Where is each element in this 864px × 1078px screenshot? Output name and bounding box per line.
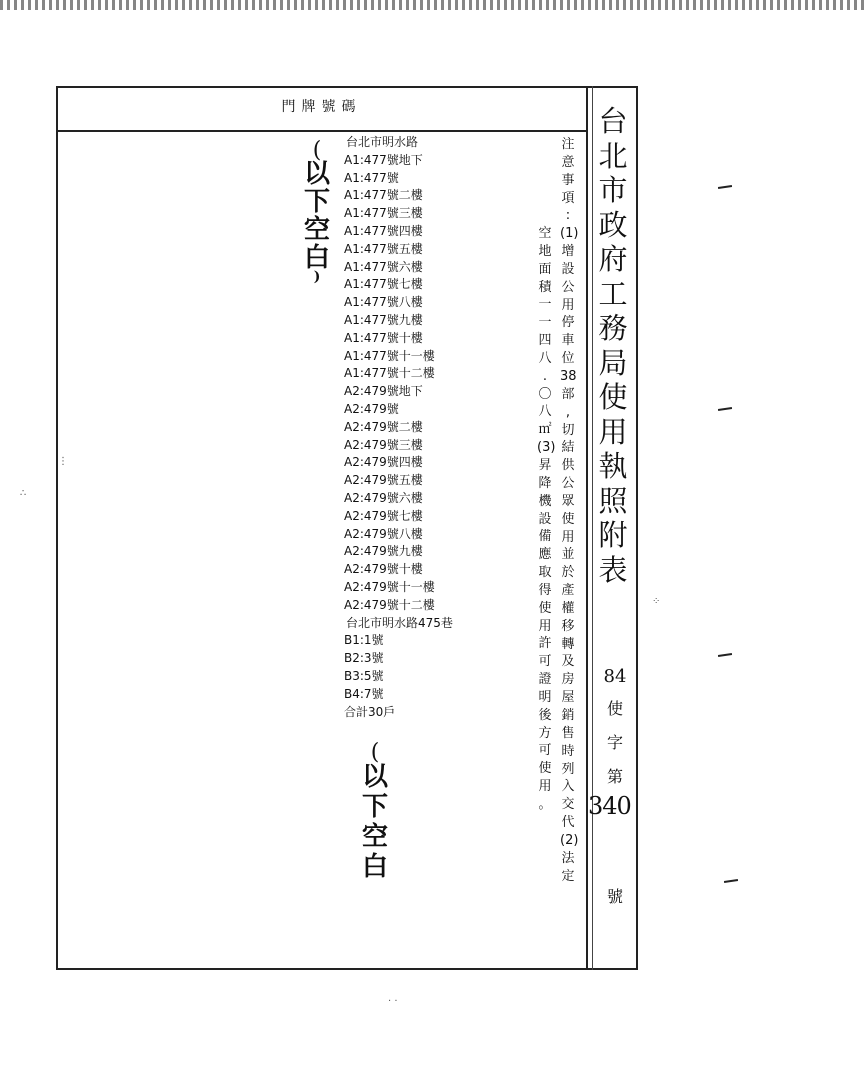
address-row: A1:477號二樓 xyxy=(344,188,423,203)
note-char: 用 xyxy=(561,529,575,545)
note-char: 昇 xyxy=(538,457,552,473)
note-char: 及 xyxy=(561,654,575,670)
title-char: 北 xyxy=(598,138,628,173)
scan-speck: ⋮ xyxy=(58,456,68,467)
note-char: 可 xyxy=(538,743,552,759)
permit-number xyxy=(588,662,631,906)
note-char: 得 xyxy=(538,582,552,598)
title-char: 工 xyxy=(598,276,628,311)
address-row: A1:477號十二樓 xyxy=(344,366,435,381)
note-char: 眾 xyxy=(561,493,575,509)
note-char: 八 xyxy=(538,350,552,366)
scan-mark xyxy=(724,879,738,883)
note-char: 空 xyxy=(538,226,552,241)
address-row: A2:479號四樓 xyxy=(344,455,423,470)
address-row: A1:477號十一樓 xyxy=(344,348,435,363)
scan-mark xyxy=(718,407,732,411)
blank-mark-upper xyxy=(304,138,331,285)
title-char: 執 xyxy=(598,449,628,483)
note-char: 車 xyxy=(561,333,575,349)
note-char: 增 xyxy=(561,244,575,260)
title-char: 用 xyxy=(598,414,628,449)
note-char: 權 xyxy=(561,600,575,616)
note-char: 注 xyxy=(561,137,575,152)
address-row: A2:479號十樓 xyxy=(344,562,423,577)
note-char: 切 xyxy=(561,422,575,438)
note-char: 使 xyxy=(561,511,575,527)
address-row: A1:477號四樓 xyxy=(344,223,423,238)
note-char: 入 xyxy=(561,779,575,795)
note-char: 於 xyxy=(561,565,575,581)
title-char: 使 xyxy=(598,380,628,414)
note-char: 轉 xyxy=(561,636,575,652)
note-char: 一 xyxy=(538,297,552,313)
note-char: ㎡ xyxy=(538,422,552,438)
address-row: A1:477號八樓 xyxy=(344,295,423,310)
note-char: 明 xyxy=(538,689,552,705)
note-char: 地 xyxy=(538,243,552,259)
note-char: 設 xyxy=(561,261,575,277)
column-header: 門牌號碼 xyxy=(281,99,362,115)
note-char: 應 xyxy=(538,547,552,563)
address-row: A2:479號地下 xyxy=(344,384,423,399)
scan-speck: ⁘ xyxy=(652,596,661,607)
note-char: 公 xyxy=(561,279,575,295)
permit-serial: 340 xyxy=(588,792,631,820)
top-scan-edge xyxy=(0,0,864,10)
title-char: 市 xyxy=(598,173,628,207)
note-char: 結 xyxy=(561,440,575,456)
note-char: 八 xyxy=(538,404,552,420)
blank-mark-char: 下 xyxy=(304,187,331,217)
note-char: 並 xyxy=(561,547,575,563)
note-char: (3) xyxy=(537,440,556,456)
address-row: A2:479號六樓 xyxy=(344,490,423,505)
address-row: A2:479號八樓 xyxy=(344,526,423,541)
address-row: A1:477號十樓 xyxy=(344,330,423,345)
note-char: 售 xyxy=(561,725,575,741)
note-char: 用 xyxy=(538,779,552,795)
note-char: 部 xyxy=(561,386,575,402)
note-char: 機 xyxy=(538,493,552,509)
address-row: A2:479號九樓 xyxy=(344,544,423,559)
note-char: . xyxy=(542,368,548,384)
note-char: 公 xyxy=(561,476,575,492)
title-char: 照 xyxy=(598,483,628,518)
note-char: , xyxy=(565,404,571,420)
document-title xyxy=(596,104,630,587)
notes-column-2 xyxy=(537,225,556,814)
note-char: 備 xyxy=(538,529,552,545)
note-char: 時 xyxy=(561,743,575,759)
note-char: 38 xyxy=(560,368,577,384)
blank-mark-char: 空 xyxy=(304,215,331,245)
note-char: 供 xyxy=(561,458,575,474)
address-row: A1:477號 xyxy=(344,170,399,185)
address-row: B2:3號 xyxy=(344,651,384,666)
note-char: 一 xyxy=(538,315,552,331)
permit-year: 84 xyxy=(603,666,627,687)
address-row: A1:477號地下 xyxy=(344,152,423,167)
note-char: 移 xyxy=(561,618,575,634)
blank-mark-char: 白 xyxy=(304,243,331,273)
note-char: 銷 xyxy=(561,708,575,723)
note-char: 取 xyxy=(538,565,552,581)
note-char: 使 xyxy=(538,600,552,616)
column-divider xyxy=(586,86,588,970)
title-char: 表 xyxy=(598,552,628,587)
permit-char: 字 xyxy=(606,733,623,752)
scan-mark xyxy=(718,653,732,657)
note-char: 許 xyxy=(538,636,552,652)
address-row: B1:1號 xyxy=(344,633,384,648)
scan-speck: ∴ xyxy=(20,488,27,499)
note-char: 列 xyxy=(561,761,575,777)
address-row: A1:477號九樓 xyxy=(344,312,423,327)
note-char: 後 xyxy=(538,707,552,723)
note-char: 用 xyxy=(561,297,575,313)
street-name: 台北市明水路 xyxy=(346,135,419,149)
note-char: 定 xyxy=(561,868,575,884)
address-row: A2:479號七樓 xyxy=(344,508,423,523)
note-char: 項 xyxy=(561,190,575,206)
note-char: 積 xyxy=(538,279,552,295)
address-row: A2:479號十二樓 xyxy=(344,597,435,612)
note-char: (2) xyxy=(560,832,579,848)
blank-mark-paren: ( xyxy=(370,740,380,765)
address-row: A2:479號 xyxy=(344,401,399,416)
address-row: A2:479號十一樓 xyxy=(344,579,435,594)
address-row: A1:477號五樓 xyxy=(344,241,423,256)
note-char: 使 xyxy=(538,761,552,777)
lane-name: 台北市明水路475巷 xyxy=(346,615,453,630)
blank-mark-char: 以 xyxy=(362,762,389,792)
notes-column-1 xyxy=(560,136,579,885)
note-char: 位 xyxy=(561,351,575,367)
note-char: 意 xyxy=(561,154,575,170)
blank-mark-paren: ( xyxy=(312,138,322,163)
blank-mark-char: 以 xyxy=(304,159,331,189)
note-char: 面 xyxy=(538,261,552,277)
address-row: A1:477號六樓 xyxy=(344,259,423,274)
note-char: 事 xyxy=(561,172,575,188)
title-char: 附 xyxy=(598,518,628,552)
note-char: (1) xyxy=(560,226,579,242)
note-char: 設 xyxy=(538,511,552,527)
total-households: 合計30戶 xyxy=(344,704,396,719)
header-divider xyxy=(56,130,587,132)
note-char: 可 xyxy=(538,654,552,670)
scan-mark xyxy=(718,185,732,189)
address-row: B4:7號 xyxy=(344,686,384,701)
permit-char: 第 xyxy=(606,767,623,786)
scan-speck: · · xyxy=(388,996,398,1007)
title-char: 台 xyxy=(598,104,628,138)
address-row: A1:477號七樓 xyxy=(344,277,423,292)
address-row: A2:479號二樓 xyxy=(344,419,423,434)
note-char: 四 xyxy=(538,333,552,349)
note-char: 〇 xyxy=(538,386,552,402)
address-list xyxy=(344,134,453,721)
title-char: 府 xyxy=(598,242,628,276)
note-char: 法 xyxy=(561,850,575,866)
permit-char: 使 xyxy=(606,699,623,718)
blank-mark-char: 空 xyxy=(362,822,389,852)
address-row: A2:479號五樓 xyxy=(344,473,423,488)
column-divider-inner xyxy=(592,86,593,970)
address-row: A1:477號三樓 xyxy=(344,206,423,221)
note-char: 方 xyxy=(538,725,552,741)
note-char: 房 xyxy=(561,672,575,688)
note-char: 證 xyxy=(538,672,552,688)
note-char: 。 xyxy=(538,797,552,812)
note-char: 屋 xyxy=(561,690,575,706)
title-char: 政 xyxy=(598,207,628,242)
note-char: 交 xyxy=(561,797,575,813)
permit-suffix: 號 xyxy=(606,887,623,906)
note-char: : xyxy=(565,208,571,224)
note-char: 代 xyxy=(561,815,575,831)
blank-mark-paren: ) xyxy=(313,269,321,285)
note-char: 降 xyxy=(538,475,552,491)
address-row: B3:5號 xyxy=(344,668,384,683)
note-char: 用 xyxy=(538,618,552,634)
note-char: 停 xyxy=(561,315,575,331)
blank-mark-char: 下 xyxy=(362,792,389,822)
note-char: 產 xyxy=(561,583,575,599)
title-char: 局 xyxy=(598,345,628,380)
blank-mark-lower xyxy=(362,740,389,882)
title-char: 務 xyxy=(598,311,628,345)
address-row: A2:479號三樓 xyxy=(344,437,423,452)
blank-mark-char: 白 xyxy=(362,852,389,882)
